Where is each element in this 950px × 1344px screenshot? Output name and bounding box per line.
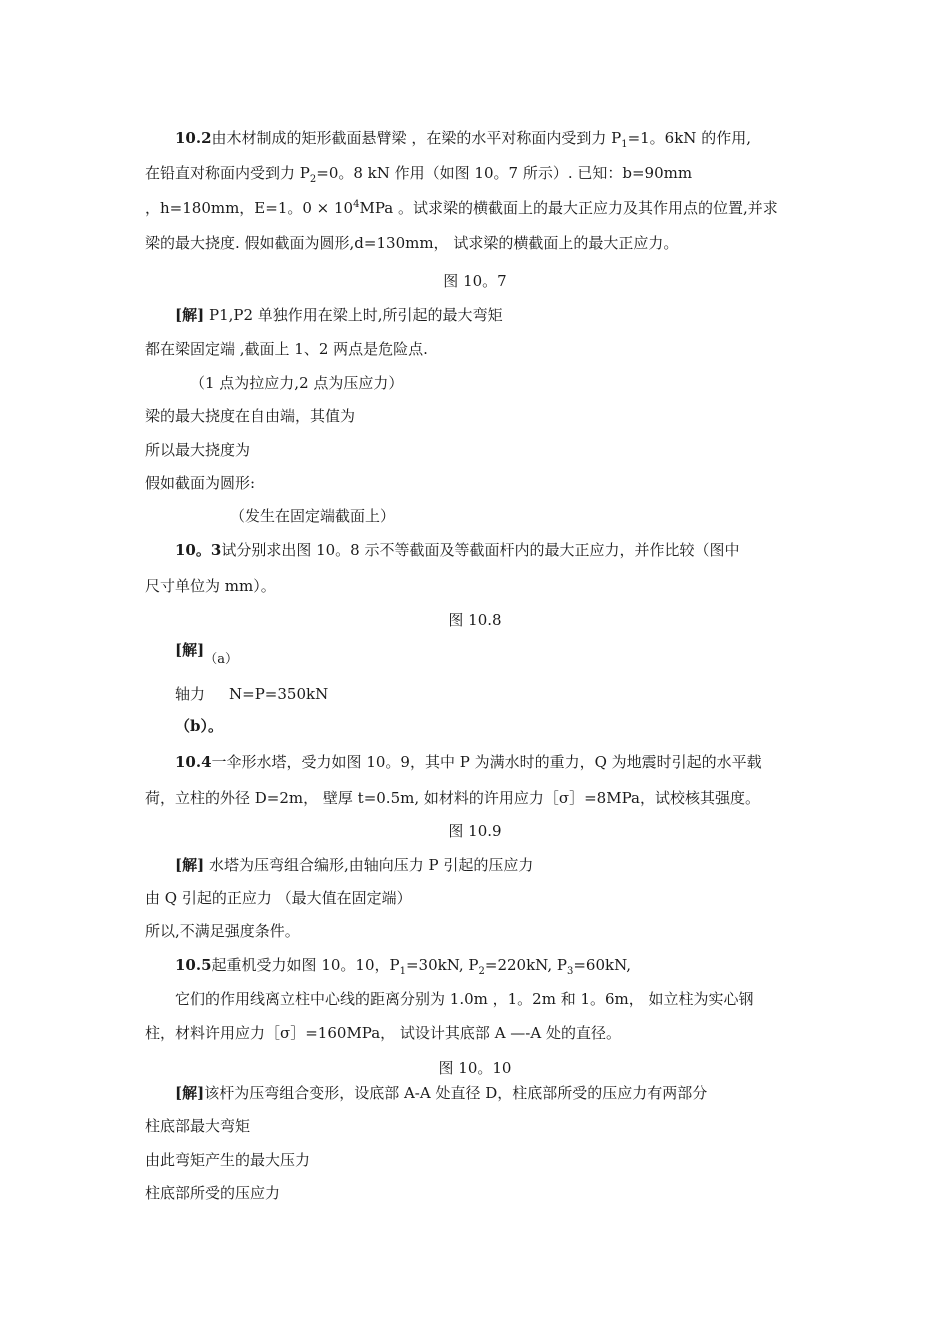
problem-10-5-line2: 它们的作用线离立柱中心线的距离分别为 1.0m ，1。2m 和 1。6m， 如立柱为实心钢: [175, 990, 754, 1008]
solution-10-4-line2: 由 Q 引起的正应力 （最大值在固定端）: [145, 889, 412, 907]
solution-10-5-line2: 柱底部最大弯矩: [145, 1117, 251, 1135]
problem-10-2-line4: 梁的最大挠度. 假如截面为圆形,d=130mm， 试求梁的横截面上的最大正应力。: [145, 234, 679, 252]
solution-10-5-line1: [解]该杆为压弯组合变形，设底部 A-A 处直径 D，柱底部所受的压应力有两部分: [175, 1084, 708, 1102]
solution-10-4-line1: [解] 水塔为压弯组合编形,由轴向压力 P 引起的压应力: [175, 856, 534, 874]
solution-tag: [解]: [175, 641, 205, 659]
solution-tag: [解]: [175, 856, 205, 874]
solution-10-2-line5: 所以最大挠度为: [145, 441, 251, 459]
solution-10-5-line4: 柱底部所受的压应力: [145, 1184, 281, 1202]
problem-10-4-line2: 荷，立柱的外径 D=2m， 壁厚 t=0.5m, 如材料的许用应力［σ］=8MPa，试校核其强度。: [145, 789, 760, 807]
figure-caption-10-7: 图 10。7: [443, 272, 507, 290]
solution-10-2-line4: 梁的最大挠度在自由端，其值为: [145, 407, 356, 425]
solution-10-2-line2: 都在梁固定端 ,截面上 1、2 两点是危险点.: [145, 340, 428, 358]
solution-tag: [解]: [175, 306, 205, 324]
solution-10-2-line6: 假如截面为圆形:: [145, 474, 256, 492]
solution-10-5-line3: 由此弯矩产生的最大压力: [145, 1151, 311, 1169]
problem-number: 10。3: [175, 541, 222, 559]
problem-10-2-line1: 10.2由木材制成的矩形截面悬臂梁 ，在梁的水平对称面内受到力 $P_1=1$。6kN 的作用,: [175, 129, 751, 150]
solution-10-3-axial: 轴力 N=P=350kN: [175, 685, 329, 703]
figure-caption-10-10: 图 10。10: [438, 1059, 512, 1077]
problem-10-3-line1: 10。3试分别求出图 10。8 示不等截面及等截面杆内的最大正应力，并作比较（图中: [175, 541, 740, 559]
solution-10-2-line1: [解] P1,P2 单独作用在梁上时,所引起的最大弯矩: [175, 306, 503, 324]
solution-10-3-part-b: （b）。: [175, 717, 223, 735]
solution-tag: [解]: [175, 1084, 205, 1102]
problem-number: 10.5: [175, 956, 212, 974]
problem-10-2-line2: 在铅直对称面内受到力 $P_2=0$。8 kN 作用（如图 10。7 所示）. 已知：b=90mm: [145, 164, 693, 185]
problem-10-3-line2: 尺寸单位为 mm）。: [145, 577, 276, 595]
problem-10-4-line1: 10.4一伞形水塔，受力如图 10。9，其中 P 为满水时的重力，Q 为地震时引起的水平载: [175, 753, 762, 771]
solution-10-4-line3: 所以,不满足强度条件。: [145, 922, 300, 940]
problem-number: 10.2: [175, 129, 212, 147]
figure-caption-10-9: 图 10.9: [448, 822, 502, 840]
problem-10-5-line1: 10.5起重机受力如图 10。10，$P_1=30kN$, $P_2=220kN$, $P_3=60kN$,: [175, 956, 632, 977]
figure-caption-10-8: 图 10.8: [448, 611, 502, 629]
problem-10-2-line3: ，h=180mm，E=1。$0 \times 10^4MPa$ 。试求梁的横截面上的最大正应力及其作用点的位置,并求: [145, 199, 778, 217]
problem-10-5-line3: 柱，材料许用应力［σ］=160MPa， 试设计其底部 A —-A 处的直径。: [145, 1024, 621, 1042]
solution-10-2-line3: （1 点为拉应力,2 点为压应力）: [190, 374, 404, 392]
problem-number: 10.4: [175, 753, 212, 771]
solution-10-3-line1: [解]（a）: [175, 641, 238, 667]
solution-10-2-line7: （发生在固定端截面上）: [230, 507, 396, 525]
